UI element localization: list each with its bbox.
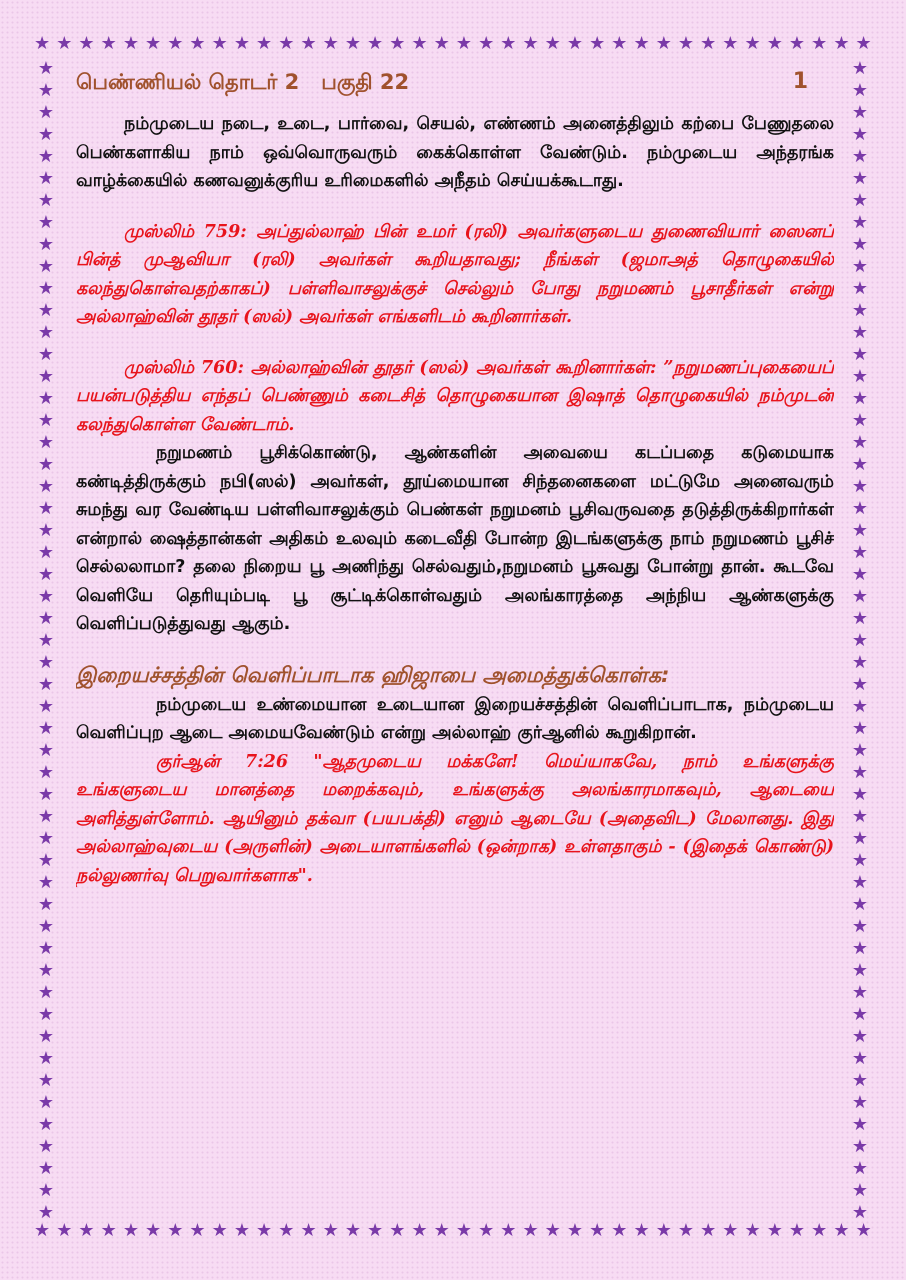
border-bottom: [34, 1219, 872, 1243]
border-star-icon: ★: [851, 124, 869, 145]
border-star-icon: ★: [344, 33, 361, 54]
border-star-icon: ★: [833, 33, 850, 54]
border-star-icon: ★: [37, 410, 55, 431]
border-star-icon: ★: [189, 1220, 206, 1241]
page-title: பெண்ணியல் தொடர் 2 பகுதி 22: [76, 70, 410, 94]
border-star-icon: ★: [851, 608, 869, 629]
border-star-icon: ★: [37, 58, 55, 79]
border-star-icon: ★: [851, 344, 869, 365]
border-star-icon: ★: [37, 344, 55, 365]
border-star-icon: ★: [589, 33, 606, 54]
border-star-icon: ★: [851, 1136, 869, 1157]
border-star-icon: ★: [37, 1092, 55, 1113]
border-star-icon: ★: [37, 256, 55, 277]
border-star-icon: ★: [566, 1220, 584, 1241]
border-star-icon: ★: [300, 1220, 317, 1241]
border-star-icon: ★: [851, 806, 869, 827]
border-star-icon: ★: [34, 1220, 51, 1241]
border-star-icon: ★: [37, 366, 55, 387]
border-star-icon: ★: [655, 33, 672, 54]
border-star-icon: ★: [389, 33, 406, 54]
border-star-icon: ★: [100, 33, 117, 54]
border-star-icon: ★: [37, 542, 55, 563]
border-star-icon: ★: [37, 1070, 55, 1091]
border-star-icon: ★: [455, 1220, 472, 1241]
border-star-icon: ★: [851, 1070, 869, 1091]
border-star-icon: ★: [544, 1220, 561, 1241]
border-star-icon: ★: [566, 33, 584, 54]
border-star-icon: ★: [37, 454, 55, 475]
border-star-icon: ★: [367, 33, 384, 54]
border-star-icon: ★: [56, 33, 73, 54]
border-star-icon: ★: [37, 718, 55, 739]
border-star-icon: ★: [278, 1220, 295, 1241]
border-star-icon: ★: [851, 916, 869, 937]
border-star-icon: ★: [37, 1180, 55, 1201]
border-star-icon: ★: [744, 1220, 761, 1241]
border-star-icon: ★: [37, 520, 55, 541]
border-star-icon: ★: [851, 982, 869, 1003]
border-star-icon: ★: [851, 1048, 869, 1069]
border-star-icon: ★: [851, 1202, 869, 1223]
border-star-icon: ★: [37, 674, 55, 695]
border-star-icon: ★: [78, 1220, 95, 1241]
border-star-icon: ★: [211, 1220, 228, 1241]
paragraph-perfume: நறுமணம் பூசிக்கொண்டு, ஆண்களின் அவையை கடப்பதை கடுமையாக கண்டித்திருக்கும் நபி(ஸல்) அவர்கள், தூய்மையான சிந்தனைகளை மட்டுமே அனைவரும் சுமந்து வர வேண்டிய பள்ளிவாசலுக்கும் பெண்கள் நறுமனம் பூசிவருவதை தடுத்திருக்கிறார்கள் என்றால் ஷைத்தான்கள் அதிகம் உலவும் கடைவீதி போன்ற இடங்களுக்கு நாம் நறுமணம் பூசிச் செல்லலாமா? தலை நிறைய பூ அணிந்து செல்வதும்,நறுமனம் பூசுவது போன்று தான். கூடவே வெளியே தெரியும்படி பூ சூட்டிக்கொள்வதும் அலங்காரத்தை அந்நிய ஆண்களுக்கு வெளிப்படுத்துவது ஆகும்.: [76, 443, 834, 634]
border-star-icon: ★: [37, 1048, 55, 1069]
border-star-icon: ★: [256, 33, 273, 54]
border-star-icon: ★: [37, 894, 55, 915]
border-star-icon: ★: [851, 586, 869, 607]
border-star-icon: ★: [851, 1180, 869, 1201]
border-star-icon: ★: [851, 58, 869, 79]
hadith-muslim-759: முஸ்லிம் 759: அப்துல்லாஹ் பின் உமர் (ரலி) அவர்களுடைய துணைவியார் ஸைனப் பின்த் முஆவியா (ரலி) அவர்கள் கூறியதாவது; நீங்கள் (ஜமாஅத் தொழுகையில் கலந்துகொள்வதற்காகப்) பள்ளிவாசலுக்குச் செல்லும் போது நறுமணம் பூசாதீர்கள் என்று அல்லாஹ்வின் தூதர் (ஸல்) அவர்கள் எங்களிடம் கூறினார்கள்.: [76, 221, 834, 327]
border-star-icon: ★: [233, 1220, 250, 1241]
border-star-icon: ★: [167, 33, 184, 54]
border-star-icon: ★: [37, 1114, 55, 1135]
border-star-icon: ★: [855, 33, 872, 54]
border-star-icon: ★: [851, 190, 869, 211]
border-star-icon: ★: [766, 1220, 783, 1241]
border-star-icon: ★: [37, 652, 55, 673]
border-star-icon: ★: [278, 33, 295, 54]
border-star-icon: ★: [478, 33, 495, 54]
border-star-icon: ★: [37, 234, 55, 255]
border-star-icon: ★: [851, 476, 869, 497]
border-star-icon: ★: [455, 33, 472, 54]
border-star-icon: ★: [851, 960, 869, 981]
paragraph-intro: நம்முடைய நடை, உடை, பார்வை, செயல், எண்ணம் அனைத்திலும் கற்பை பேணுதலை பெண்களாகிய நாம் ஒவ்வொருவரும் கைக்கொள்ள வேண்டும். நம்முடைய அந்தரங்க வாழ்க்கையில் கணவனுக்குரிய உரிமைகளில் அநீதம் செய்யக்கூடாது.: [76, 114, 834, 191]
border-star-icon: ★: [851, 872, 869, 893]
border-star-icon: ★: [411, 1220, 428, 1241]
border-star-icon: ★: [851, 1004, 869, 1025]
border-star-icon: ★: [37, 608, 55, 629]
border-star-icon: ★: [211, 33, 228, 54]
border-star-icon: ★: [851, 1026, 869, 1047]
border-star-icon: ★: [851, 630, 869, 651]
border-star-icon: ★: [37, 872, 55, 893]
border-star-icon: ★: [851, 652, 869, 673]
border-star-icon: ★: [744, 33, 761, 54]
border-star-icon: ★: [37, 960, 55, 981]
border-star-icon: ★: [855, 1220, 872, 1241]
border-star-icon: ★: [851, 322, 869, 343]
border-star-icon: ★: [633, 1220, 650, 1241]
border-star-icon: ★: [766, 33, 783, 54]
border-star-icon: ★: [522, 33, 539, 54]
border-star-icon: ★: [851, 1114, 869, 1135]
border-star-icon: ★: [522, 1220, 539, 1241]
border-left: [34, 58, 58, 1223]
border-star-icon: ★: [851, 762, 869, 783]
border-star-icon: ★: [851, 366, 869, 387]
border-star-icon: ★: [851, 278, 869, 299]
border-star-icon: ★: [37, 564, 55, 585]
border-star-icon: ★: [37, 850, 55, 871]
border-star-icon: ★: [411, 33, 428, 54]
border-star-icon: ★: [633, 33, 650, 54]
border-star-icon: ★: [37, 1026, 55, 1047]
border-star-icon: ★: [433, 1220, 450, 1241]
border-star-icon: ★: [478, 1220, 495, 1241]
border-star-icon: ★: [37, 124, 55, 145]
border-star-icon: ★: [34, 33, 51, 54]
border-star-icon: ★: [37, 476, 55, 497]
border-star-icon: ★: [37, 498, 55, 519]
border-star-icon: ★: [851, 168, 869, 189]
border-star-icon: ★: [851, 300, 869, 321]
border-star-icon: ★: [700, 33, 717, 54]
border-star-icon: ★: [122, 1220, 139, 1241]
border-star-icon: ★: [167, 1220, 184, 1241]
border-star-icon: ★: [851, 80, 869, 101]
border-star-icon: ★: [37, 278, 55, 299]
border-star-icon: ★: [851, 454, 869, 475]
border-star-icon: ★: [37, 1004, 55, 1025]
border-star-icon: ★: [851, 432, 869, 453]
border-star-icon: ★: [544, 33, 561, 54]
border-star-icon: ★: [37, 1202, 55, 1223]
border-star-icon: ★: [851, 740, 869, 761]
border-star-icon: ★: [37, 916, 55, 937]
document-page: [76, 62, 834, 1212]
border-star-icon: ★: [851, 542, 869, 563]
border-star-icon: ★: [344, 1220, 361, 1241]
hadith-muslim-760: முஸ்லிம் 760: அல்லாஹ்வின் தூதர் (ஸல்) அவர்கள் கூறினார்கள்: ”நறுமணப்புகையைப் பயன்படுத்திய எந்தப் பெண்ணும் கடைசித் தொழுகையான இஷாத் தொழுகையில் நம்முடன் கலந்துகொள்ள வேண்டாம்.: [76, 357, 834, 435]
border-star-icon: ★: [788, 33, 806, 54]
border-star-icon: ★: [611, 1220, 628, 1241]
border-star-icon: ★: [189, 33, 206, 54]
border-star-icon: ★: [300, 33, 317, 54]
border-star-icon: ★: [851, 410, 869, 431]
border-star-icon: ★: [37, 300, 55, 321]
border-star-icon: ★: [322, 33, 339, 54]
border-star-icon: ★: [851, 520, 869, 541]
section-heading-hijab: இறையச்சத்தின் வெளிப்பாடாக ஹிஜாபை அமைத்துக்கொள்க:: [76, 662, 670, 687]
border-star-icon: ★: [37, 168, 55, 189]
border-star-icon: ★: [677, 33, 695, 54]
border-star-icon: ★: [851, 212, 869, 233]
border-star-icon: ★: [500, 1220, 517, 1241]
border-star-icon: ★: [37, 322, 55, 343]
border-star-icon: ★: [322, 1220, 339, 1241]
border-star-icon: ★: [145, 33, 162, 54]
border-star-icon: ★: [37, 828, 55, 849]
border-star-icon: ★: [37, 762, 55, 783]
border-star-icon: ★: [851, 388, 869, 409]
border-star-icon: ★: [56, 1220, 73, 1241]
border-star-icon: ★: [256, 1220, 273, 1241]
border-star-icon: ★: [233, 33, 250, 54]
border-star-icon: ★: [37, 1136, 55, 1157]
border-star-icon: ★: [122, 33, 139, 54]
border-star-icon: ★: [37, 212, 55, 233]
border-star-icon: ★: [811, 33, 828, 54]
border-star-icon: ★: [37, 784, 55, 805]
border-star-icon: ★: [78, 33, 95, 54]
border-star-icon: ★: [37, 740, 55, 761]
border-star-icon: ★: [851, 146, 869, 167]
border-star-icon: ★: [611, 33, 628, 54]
quran-7-26: குர்ஆன் 7:26 "ஆதமுடைய மக்களே! மெய்யாகவே, நாம் உங்களுக்கு உங்களுடைய மானத்தை மறைக்கவும், உங்களுக்கு அலங்காரமாகவும், ஆடையை அளித்துள்ளோம். ஆயினும் தக்வா (பயபக்தி) எனும் ஆடையே (அதைவிட) மேலானது. இது அல்லாஹ்வுடைய (அருளின்) அடையாளங்களில் (ஒன்றாக) உள்ளதாகும் - (இதைக் கொண்டு) நல்லுணர்வு பெறுவார்களாக".: [76, 751, 834, 886]
border-right: [848, 58, 872, 1223]
border-star-icon: ★: [145, 1220, 162, 1241]
border-star-icon: ★: [851, 1158, 869, 1179]
border-top: [34, 32, 872, 56]
border-star-icon: ★: [722, 1220, 739, 1241]
border-star-icon: ★: [677, 1220, 695, 1241]
border-star-icon: ★: [851, 784, 869, 805]
border-star-icon: ★: [37, 806, 55, 827]
border-star-icon: ★: [37, 1158, 55, 1179]
border-star-icon: ★: [851, 674, 869, 695]
border-star-icon: ★: [851, 234, 869, 255]
border-star-icon: ★: [37, 80, 55, 101]
border-star-icon: ★: [589, 1220, 606, 1241]
page-number: 1: [792, 69, 808, 94]
page-header: [76, 62, 834, 110]
border-star-icon: ★: [37, 982, 55, 1003]
border-star-icon: ★: [833, 1220, 850, 1241]
border-star-icon: ★: [655, 1220, 672, 1241]
border-star-icon: ★: [389, 1220, 406, 1241]
border-star-icon: ★: [37, 630, 55, 651]
border-star-icon: ★: [811, 1220, 828, 1241]
border-star-icon: ★: [851, 894, 869, 915]
border-star-icon: ★: [851, 850, 869, 871]
border-star-icon: ★: [851, 564, 869, 585]
border-star-icon: ★: [37, 102, 55, 123]
border-star-icon: ★: [851, 696, 869, 717]
border-star-icon: ★: [37, 388, 55, 409]
border-star-icon: ★: [851, 1092, 869, 1113]
border-star-icon: ★: [788, 1220, 806, 1241]
border-star-icon: ★: [37, 696, 55, 717]
border-star-icon: ★: [851, 828, 869, 849]
border-star-icon: ★: [100, 1220, 117, 1241]
border-star-icon: ★: [700, 1220, 717, 1241]
border-star-icon: ★: [37, 190, 55, 211]
border-star-icon: ★: [722, 33, 739, 54]
border-star-icon: ★: [851, 102, 869, 123]
border-star-icon: ★: [37, 432, 55, 453]
border-star-icon: ★: [37, 938, 55, 959]
border-star-icon: ★: [367, 1220, 384, 1241]
paragraph-hijab: நம்முடைய உண்மையான உடையான இறையச்சத்தின் வெளிப்பாடாக, நம்முடைய வெளிப்புற ஆடை அமையவேண்டும் என்று அல்லாஹ் குர்ஆனில் கூறுகிறான்.: [76, 694, 834, 743]
border-star-icon: ★: [851, 718, 869, 739]
border-star-icon: ★: [851, 938, 869, 959]
border-star-icon: ★: [500, 33, 517, 54]
border-star-icon: ★: [37, 586, 55, 607]
border-star-icon: ★: [851, 498, 869, 519]
border-star-icon: ★: [433, 33, 450, 54]
border-star-icon: ★: [37, 146, 55, 167]
border-star-icon: ★: [851, 256, 869, 277]
